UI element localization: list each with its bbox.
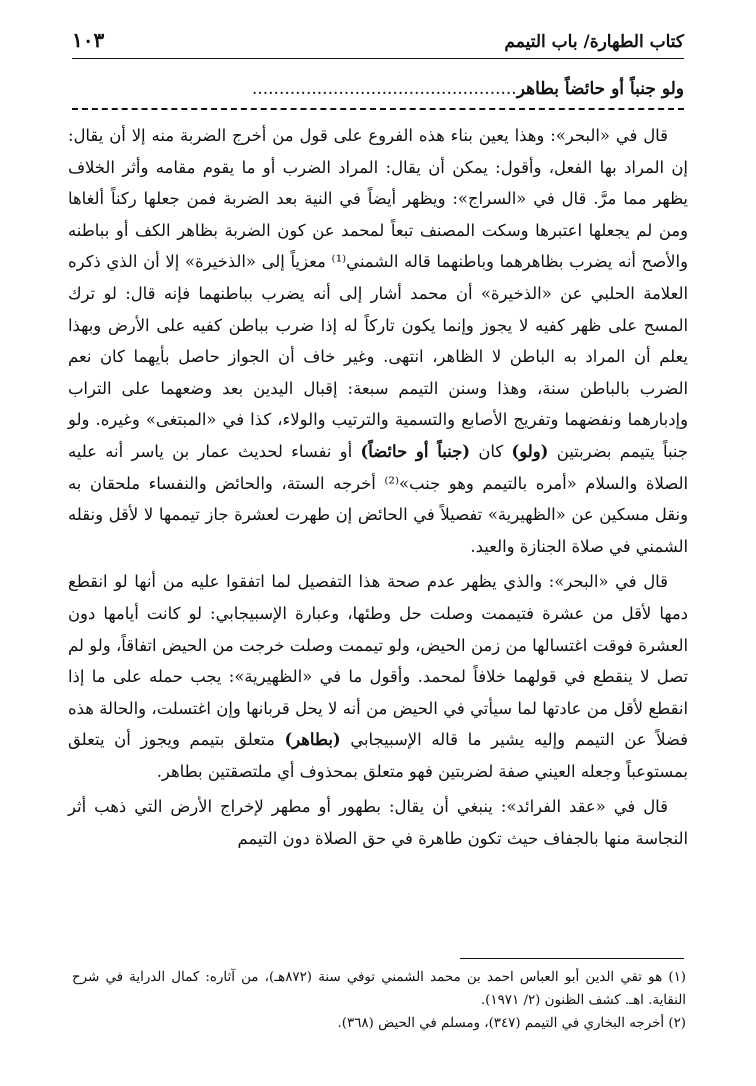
header-title: كتاب الطهارة/ باب التيمم xyxy=(504,32,684,52)
matn-quote-bitahir: (بطاهر) xyxy=(284,730,341,750)
footnotes xyxy=(72,966,686,1035)
matn-quote-walaw: (ولو) xyxy=(511,441,549,461)
commentary-body xyxy=(68,120,688,855)
matn-leader: ................................................. xyxy=(251,79,517,99)
footnote-2: (٢) أخرجه البخاري في التيمم (٣٤٧)، ومسلم في الحيض (٣٦٨). xyxy=(337,1016,686,1031)
matn-line xyxy=(72,76,684,102)
commentary-paragraph-3 xyxy=(68,791,688,854)
paragraph-2-text: قال في «البحر»: والذي يظهر عدم صحة هذا التفصيل لما اتفقوا عليه من أنها لو انقطع دمها لأقل من عشرة فتيممت وصلت حل وطئها، وعبارة الإسبيجابي: لو كانت أيامها دون العشرة فوقت اغتسالها من زمن الحيض، ولو تيممت وصلت خرجت من الحيض اتفاقاً، ولو لم تصل لا ينقطع في قولهما خلافاً لمحمد. وأقول ما في «الظهيرية»: يجب حمله على ما إذا انقطع لأقل من عادتها لما سيأتي في الحيض من أنه لا يحل قربانها وإن اغتسلت، والحالة هذه فضلاً عن التيمم وإليه يشير ما قاله الإسبيجابي xyxy=(68,572,688,750)
commentary-paragraph-1 xyxy=(68,120,688,562)
matn-divider xyxy=(72,108,684,110)
footnote-1: (١) هو تقي الدين أبو العباس احمد بن محمد الشمني توفي سنة (٨٧٢هـ)، من آثاره: كمال الدراية في شرح النقاية. اهـ. كشف الظنون (٢/ ١٩٧١). xyxy=(72,970,686,1008)
paragraph-3-text: قال في «عقد الفرائد»: ينبغي أن يقال: بطهور أو مطهر لإخراج الأرض التي ذهب أثر النجاسة منها بالجفاف حيث تكون طاهرة في حق الصلاة دون التيمم xyxy=(68,797,688,849)
matn-quote-junuban: (جنباً أو حائضاً) xyxy=(360,441,470,461)
footnote-rule xyxy=(460,958,684,959)
paragraph-1-connector: كان xyxy=(478,441,504,461)
paragraph-1-continuation: أو نفساء لحديث عمار بن ياسر أنه عليه الصلاة والسلام «أمره بالتيمم وهو جنب»⁽²⁾ أخرجه الستة، والحائض والنفساء ملحقان به ونقل مسكين عن «الظهيرية» تفصيلاً في الحائض إن طهرت لعشرة جاز تيممها لا لأقل ونقله الشمني في صلاة الجنازة والعيد. xyxy=(68,441,689,556)
running-header xyxy=(72,28,684,58)
header-rule xyxy=(72,58,684,59)
matn-text: ولو جنباً أو حائضاً بطاهر xyxy=(516,79,684,99)
paragraph-2-continuation: متعلق بتيمم ويجوز أن يتعلق بمستوعباً وجعله العيني صفة لضربتين فهو متعلق بمحذوف أي ملتصقتين بطاهر. xyxy=(68,730,688,781)
commentary-paragraph-2 xyxy=(68,566,688,787)
page-number: ١٠٣ xyxy=(72,28,105,52)
paragraph-1-text: قال في «البحر»: وهذا يعين بناء هذه الفروع على قول من أخرج الضربة منه إلا أن يقال: إن المراد بها الفعل، وأقول: يمكن أن يقال: المراد الضرب أو ما يقوم مقامه وأثر الخلاف يظهر مما مرَّ. قال في «السراج»: ويظهر أيضاً في النية بعد الضربة فمن جعلها ركناً ألغاها ومن لم يجعلها اعتبرها وسكت المصنف تبعاً لمحمد عن كون الضربة بظاهر الكف أو بباطنه والأصح أنه يضرب بظاهرهما وباطنهما قاله الشمني⁽¹⁾ معزياً إلى «الذخيرة» إلا أن الذي ذكره العلامة الحلبي عن «الذخيرة» أن محمد أشار إلى أنه يضرب بباطنهما فإنه قال: لو ترك المسح على ظهر كفيه لا يجوز وإنما يكون تاركاً له إذا ضرب بباطن كفيه على الأرض وبهذا يعلم أن المراد به الباطن لا الظاهر، انتهى. وغير خاف أن الجواز حاصل بأيهما كان نعم الضرب بالباطن سنة، وهذا وسنن التيمم سبعة: إقبال اليدين بعد وضعهما على التراب وإدبارهما ونفضهما وتفريج الأصابع والتسمية والترتيب والولاء، كذا في «المبتغى» وغيره. ولو جنباً يتيمم بضربتين xyxy=(68,126,688,461)
